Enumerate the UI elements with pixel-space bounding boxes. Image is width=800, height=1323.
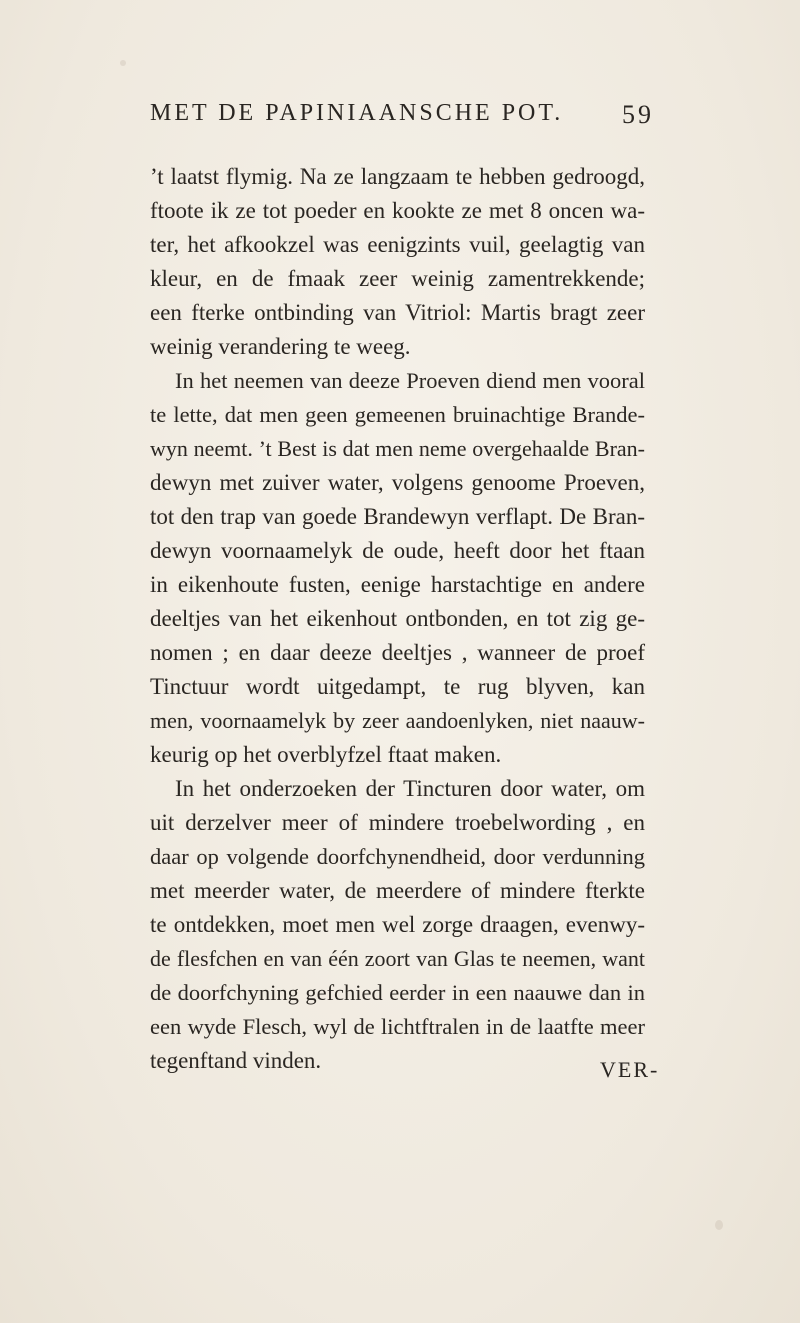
text-line: nomen ; en daar deeze deeltjes , wanneer de proef <box>150 640 645 665</box>
text-line: In het neemen van deeze Proeven diend men vooral <box>175 368 645 393</box>
text-line: tegenftand vinden. <box>150 1048 322 1073</box>
text-line: In het onderzoeken der Tincturen door water, om <box>175 776 645 801</box>
page-header <box>150 100 654 130</box>
text-line: kleur, en de fmaak zeer weinig zamentrekkende; <box>150 266 645 291</box>
text-line: Tinctuur wordt uitgedampt, te rug blyven, kan <box>150 674 645 699</box>
text-line: ’t laatst flymig. Na ze langzaam te hebben gedroogd, <box>150 164 645 189</box>
text-line: dewyn met zuiver water, volgens genoome Proeven, <box>150 470 645 495</box>
paper-spot <box>715 1220 723 1230</box>
text-line: keurig op het overblyfzel ftaat maken. <box>150 742 502 767</box>
text-line: een fterke ontbinding van Vitriol: Martis bragt zeer <box>150 300 645 325</box>
text-line: daar op volgende doorfchynendheid, door verdunning <box>150 844 645 869</box>
text-line: deeltjes van het eikenhout ontbonden, en tot zig ge- <box>150 606 645 631</box>
text-line: uit derzelver meer of mindere troebelwording , en <box>150 810 645 835</box>
text-line: de doorfchyning gefchied eerder in een naauwe dan in <box>150 980 645 1005</box>
text-line: een wyde Flesch, wyl de lichtftralen in de laatfte meer <box>150 1014 645 1039</box>
text-line: wyn neemt. ’t Best is dat men neme overgehaalde Bran- <box>150 436 645 461</box>
text-line: dewyn voornaamelyk de oude, heeft door het ftaan <box>150 538 645 563</box>
text-line: te lette, dat men geen gemeenen bruinachtige Brande- <box>150 402 645 427</box>
paper-spot <box>120 60 126 66</box>
text-line: tot den trap van goede Brandewyn verflapt. De Bran- <box>150 504 645 529</box>
body-text <box>150 160 645 1078</box>
text-line: ter, het afkookzel was eenigzints vuil, geelagtig van <box>150 232 645 257</box>
text-line: weinig verandering te weeg. <box>150 334 411 359</box>
running-head: MET DE PAPINIAANSCHE POT. <box>150 100 564 126</box>
catchword: VER- <box>600 1057 660 1082</box>
text-line: de flesfchen en van één zoort van Glas te neemen, want <box>150 946 645 971</box>
text-line: te ontdekken, moet men wel zorge draagen, evenwy- <box>150 912 645 937</box>
text-line: ftoote ik ze tot poeder en kookte ze met 8 oncen wa- <box>150 198 645 223</box>
text-line: in eikenhoute fusten, eenige harstachtige en andere <box>150 572 645 597</box>
text-line: met meerder water, de meerdere of mindere fterkte <box>150 878 645 903</box>
text-line: men, voornaamelyk by zeer aandoenlyken, niet naauw- <box>150 708 645 733</box>
page-number: 59 <box>622 100 654 129</box>
